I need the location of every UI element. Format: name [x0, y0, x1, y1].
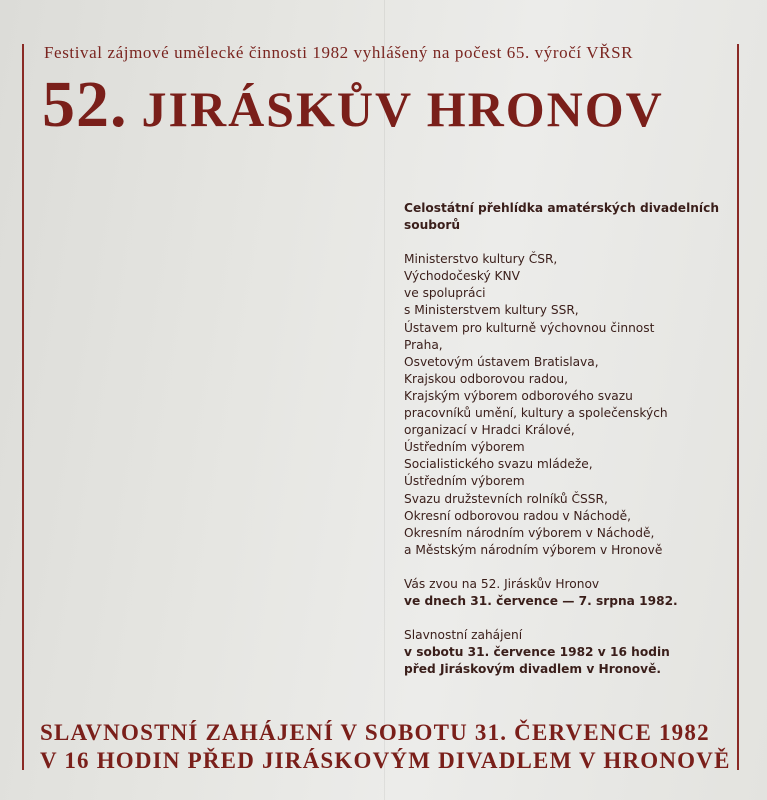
- organizer-line: Ústavem pro kulturně výchovnou činnost: [404, 320, 655, 335]
- right-border-rule: [737, 44, 739, 770]
- opening-label: Slavnostní zahájení: [404, 628, 523, 643]
- organizer-line: Okresní odborovou radou v Náchodě,: [404, 508, 632, 523]
- organizer-line: pracovníků umění, kultury a společenských: [404, 406, 668, 421]
- info-block: [404, 200, 734, 678]
- organizer-line: organizací v Hradci Králové,: [404, 423, 575, 438]
- spacer: [404, 610, 734, 627]
- organizer-line: Krajským výborem odborového svazu: [404, 388, 633, 403]
- organizer-line: Východočeský KNV: [404, 269, 521, 284]
- festival-line: Festival zájmové umělecké činnosti 1982 vyhlášený na počest 65. výročí VŘSR: [44, 43, 634, 62]
- opening-time: v sobotu 31. července 1982 v 16 hodin: [404, 645, 670, 660]
- title-name: JIRÁSKŮV HRONOV: [141, 81, 664, 137]
- footer-line-1: SLAVNOSTNÍ ZAHÁJENÍ V SOBOTU 31. ČERVENCE 1982: [40, 720, 710, 745]
- invite-line: Vás zvou na 52. Jiráskův Hronov: [404, 576, 600, 591]
- left-border-rule: [22, 44, 24, 770]
- title-number: 52.: [42, 68, 128, 141]
- organizer-line: Okresním národním výborem v Náchodě,: [404, 525, 655, 540]
- organizer-line: ve spolupráci: [404, 286, 486, 301]
- info-heading-line: souborů: [404, 218, 461, 233]
- opening-place: před Jiráskovým divadlem v Hronově.: [404, 662, 661, 677]
- page-title: [42, 68, 732, 141]
- organizer-line: Ministerstvo kultury ČSR,: [404, 252, 558, 267]
- organizer-line: Svazu družstevních rolníků ČSSR,: [404, 491, 608, 506]
- spacer: [404, 559, 734, 576]
- footer-line-2: V 16 HODIN PŘED JIRÁSKOVÝM DIVADLEM V HRONOVĚ: [40, 748, 731, 773]
- organizer-line: Socialistického svazu mládeže,: [404, 457, 593, 472]
- dates-line: ve dnech 31. července — 7. srpna 1982.: [404, 593, 678, 608]
- organizer-line: Ústředním výborem: [404, 440, 525, 455]
- info-heading-line: Celostátní přehlídka amatérských divadelních: [404, 201, 720, 215]
- organizer-line: Praha,: [404, 337, 443, 352]
- organizer-line: Krajskou odborovou radou,: [404, 371, 569, 386]
- organizer-line: a Městským národním výborem v Hronově: [404, 542, 663, 557]
- spacer: [404, 234, 734, 251]
- organizer-line: Osvetovým ústavem Bratislava,: [404, 354, 599, 369]
- organizer-line: s Ministerstvem kultury SSR,: [404, 303, 579, 318]
- organizer-line: Ústředním výborem: [404, 474, 525, 489]
